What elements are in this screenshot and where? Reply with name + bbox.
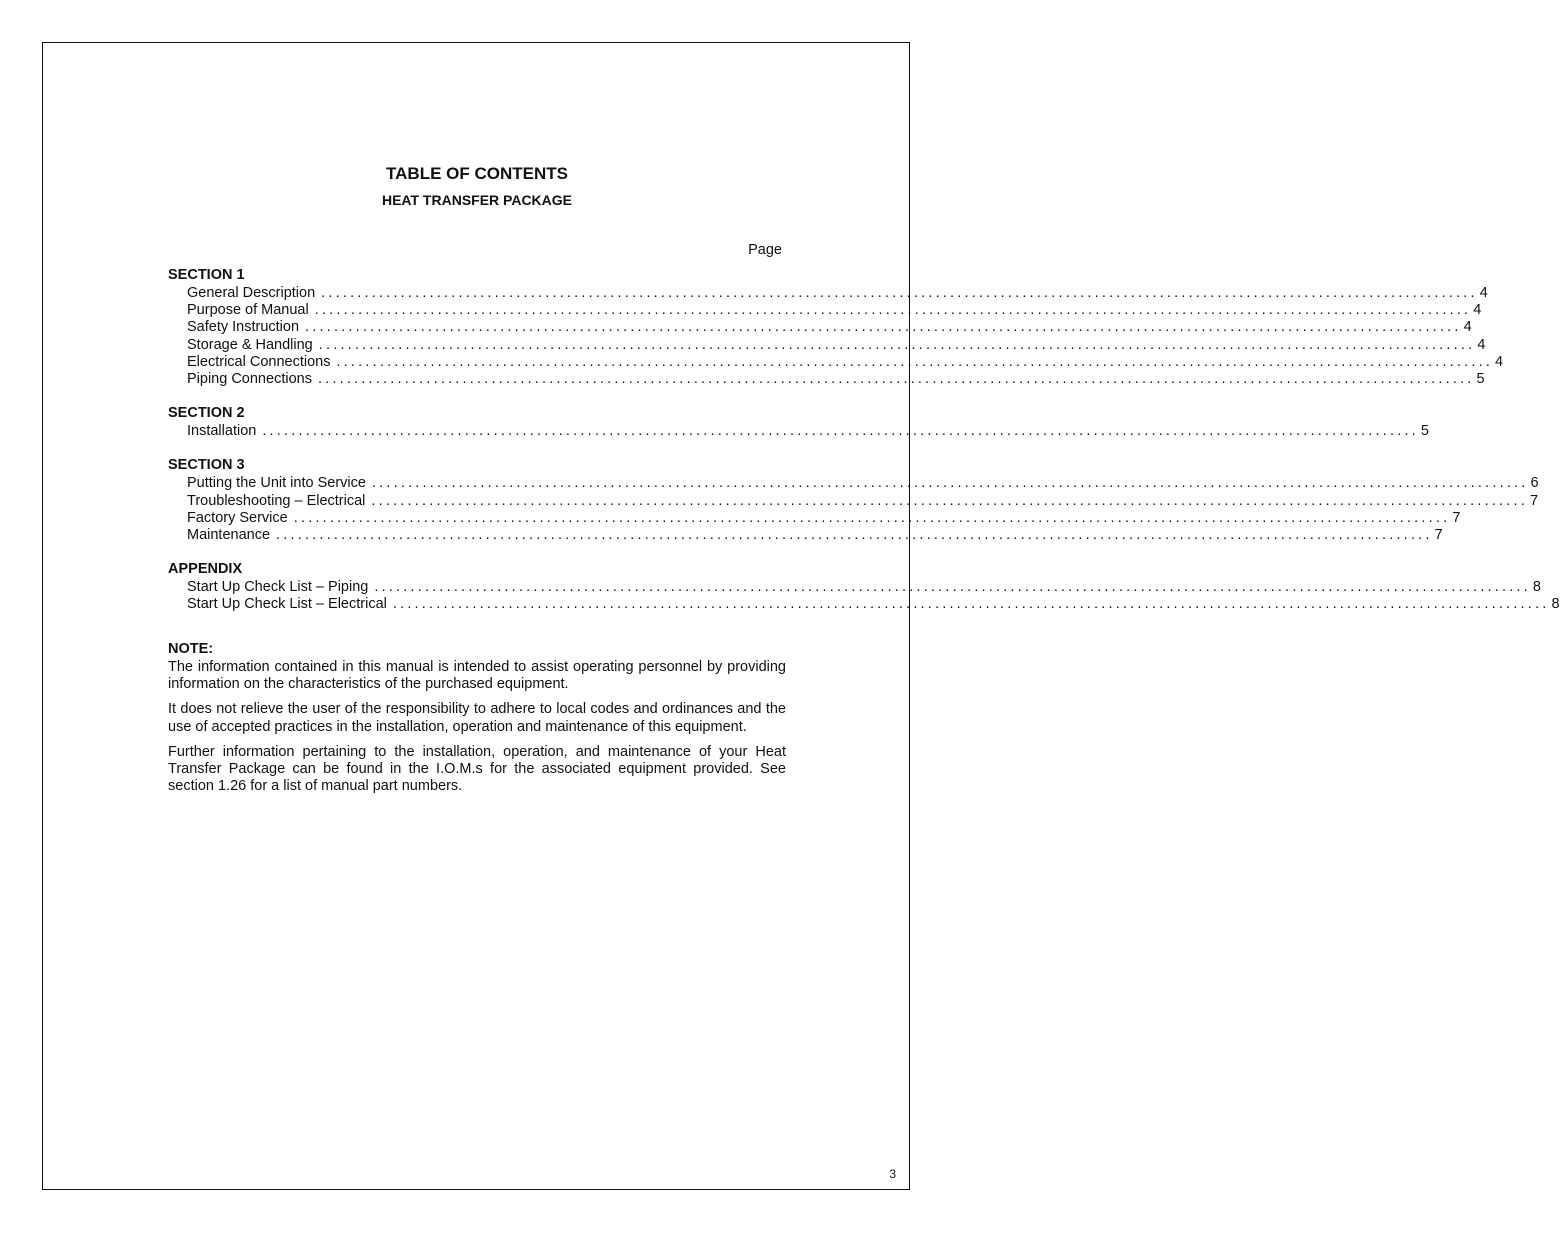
dot-leader: ................................................................................................................................................................ [336,353,1494,370]
toc-entry-title: Piping Connections [187,371,312,388]
page-number: 3 [889,1167,896,1181]
toc-entry-page: 4 [1495,353,1504,370]
toc-entry-title: General Description [187,285,316,301]
toc-entry-page: 7 [1529,492,1539,509]
toc-entry-title: Storage & Handling [187,336,313,353]
dot-leader: ................................................................................................................................................................ [276,527,1433,544]
toc-section-appendix [168,560,1560,613]
toc-entry-page: 4 [1463,319,1472,336]
dot-leader: ................................................................................................................................................................ [392,596,1550,613]
toc-entry-title: Safety Instruction [187,319,300,336]
page-border [42,42,910,1190]
toc-entry-page: 5 [1420,423,1429,440]
toc-entry [168,579,1541,596]
dot-leader: ................................................................................................................................................................ [317,371,1475,388]
note-block [168,640,786,803]
toc-entry-page: 8 [1551,596,1560,613]
toc-entry-title: Factory Service [187,509,288,526]
document-title: TABLE OF CONTENTS [386,164,568,183]
toc-entry-title: Installation [187,423,257,440]
toc-entry-title: Purpose of Manual [187,302,309,319]
toc-entry-page: 6 [1530,475,1539,492]
dot-leader: ................................................................................................................................................................ [293,509,1451,526]
toc-entry-title: Start Up Check List – Electrical [187,596,387,613]
document-subtitle: HEAT TRANSFER PACKAGE [381,192,573,208]
section-heading: SECTION 3 [168,457,245,474]
dot-leader: ................................................................................................................................................................ [371,492,1528,509]
toc-entry [168,336,1486,354]
dot-leader: ................................................................................................................................................................ [305,319,1462,336]
note-paragraph: The information contained in this manual is intended to assist operating personnel by providing information on the characteristics of the purchased equipment. [168,659,786,693]
toc-section-1 [168,266,1504,388]
page-column-header: Page [748,242,782,258]
toc-entry-page: 5 [1476,371,1485,388]
section-heading: SECTION 1 [168,267,245,283]
dot-leader: ................................................................................................................................................................ [374,579,1531,596]
note-paragraph: It does not relieve the user of the responsibility to adhere to local codes and ordinances and the use of accepted practices in the installation, operation and maintenance of this equipment. [168,701,786,735]
dot-leader: ................................................................................................................................................................ [262,423,1419,440]
toc-entry-page: 4 [1473,302,1482,319]
toc-entry-title: Start Up Check List – Piping [187,579,369,596]
toc-entry [168,527,1443,544]
toc-entry [168,596,1560,613]
toc-entry [168,302,1482,319]
toc-entry [168,492,1539,510]
toc-entry-title: Maintenance [187,527,271,544]
toc-entry [168,353,1504,371]
dot-leader: ................................................................................................................................................................ [314,302,1472,319]
dot-leader: ................................................................................................................................................................ [318,336,1476,353]
toc-entry-title: Putting the Unit into Service [187,475,366,492]
dot-leader: ................................................................................................................................................................ [321,285,1478,301]
note-paragraph: Further information pertaining to the installation, operation, and maintenance of your Heat Transfer Package can be found in the I.O.M.s for the associated equipment provided. See section 1.26 for a list of manual part numbers. [168,743,786,795]
toc-entry-page: 7 [1452,509,1461,526]
table-of-contents [168,266,1560,614]
toc-entry-page: 7 [1434,527,1443,544]
toc-entry [168,285,1488,302]
toc-entry [168,319,1472,336]
toc-entry [168,371,1485,388]
toc-entry-title: Electrical Connections [187,353,331,370]
section-heading: APPENDIX [168,561,243,578]
toc-section-2 [168,404,1429,440]
note-heading: NOTE: [168,641,214,657]
toc-entry-page: 8 [1532,579,1541,596]
toc-entry-page: 4 [1479,285,1488,301]
toc-entry [168,423,1429,440]
toc-entry [168,475,1539,492]
section-heading: SECTION 2 [168,405,245,422]
toc-entry-title: Troubleshooting – Electrical [187,492,366,509]
toc-entry [168,509,1461,527]
dot-leader: ................................................................................................................................................................ [371,475,1529,492]
toc-section-3 [168,456,1539,544]
toc-entry-page: 4 [1477,336,1486,353]
